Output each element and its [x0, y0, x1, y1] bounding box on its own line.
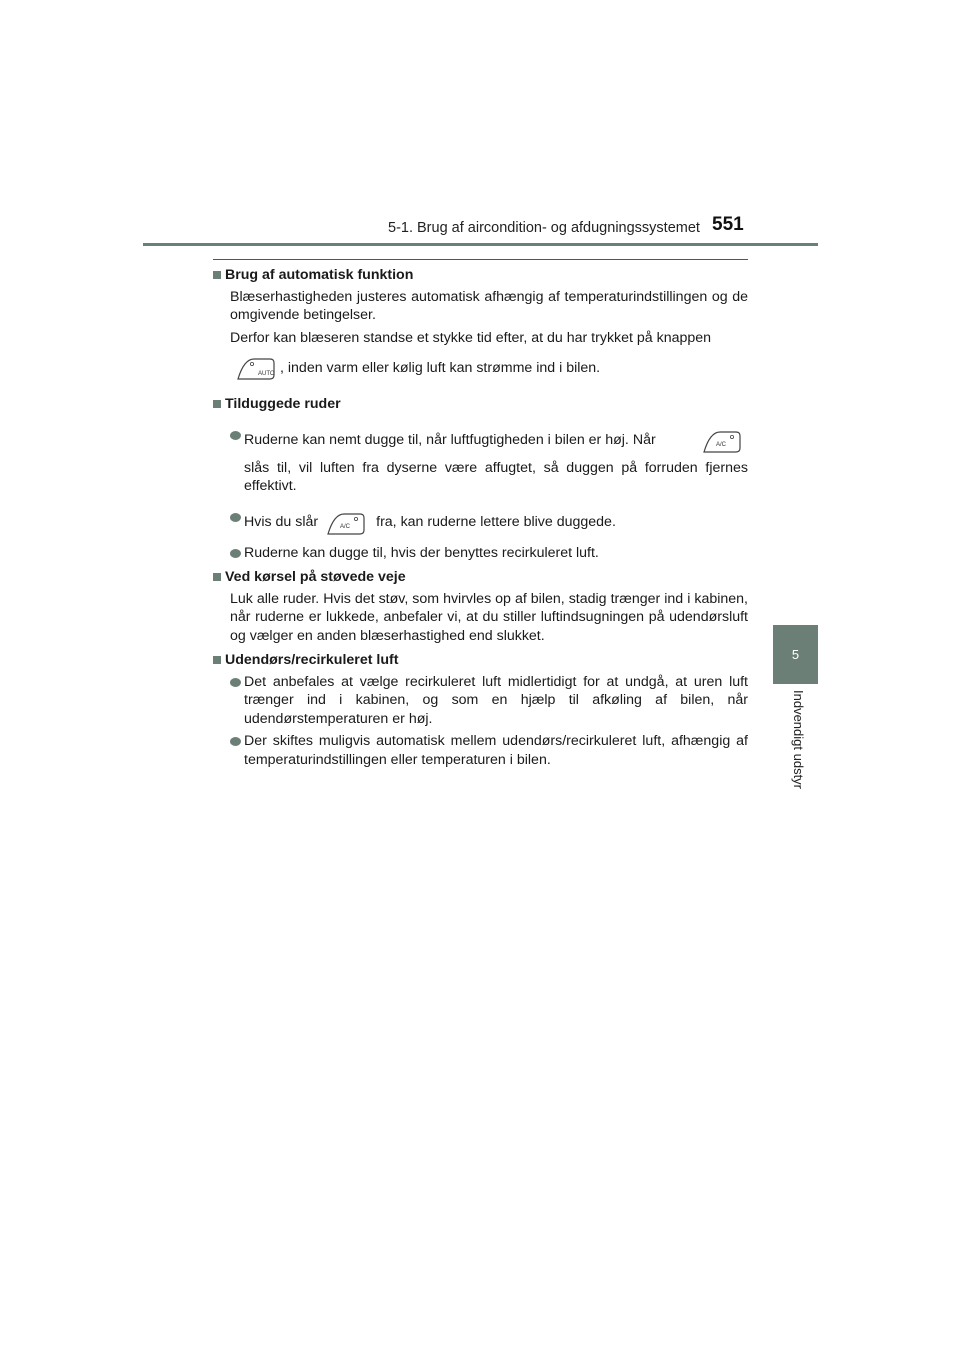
section-heading-auto: Brug af automatisk funktion	[213, 266, 748, 285]
running-header: 5-1. Brug af aircondition- og afdugningssystemet	[388, 220, 700, 236]
section-heading-fog: Tilduggede ruder	[213, 395, 748, 414]
header-rule	[143, 243, 818, 246]
fog-bullet-2: Hvis du slår A/C fra, kan ruderne lettere blive duggede.	[230, 508, 748, 538]
section-rule	[213, 259, 748, 260]
fog-bullet-3: Ruderne kan dugge til, hvis der benyttes recirkuleret luft.	[230, 544, 748, 563]
ac-button-icon	[700, 426, 748, 456]
ac-icon-label: A/C	[716, 441, 727, 448]
square-bullet-icon	[213, 656, 221, 664]
auto-paragraph-2: Derfor kan blæseren standse et stykke tid efter, at du har trykket på knappen	[230, 329, 712, 346]
fog-bullet-1: Ruderne kan nemt dugge til, når luftfugtigheden i bilen er høj. Når A/C slås til, vil luften fra dyserne være affugtet, så duggen på forruden fjernes effektivt.	[230, 426, 748, 496]
page-content	[213, 266, 748, 769]
auto-icon-label: AUTO	[258, 371, 275, 377]
recirc-bullet-1: Det anbefales at vælge recirkuleret luft midlertidigt for at undgå, at uren luft trænger ind i kabinen, og som en hjælp til afkøling af bilen, når udendørstemperaturen er høj.	[230, 673, 748, 729]
chapter-label: Indvendigt udstyr	[791, 690, 806, 790]
ac-button-icon	[324, 508, 372, 538]
round-bullet-icon	[230, 513, 241, 522]
square-bullet-icon	[213, 271, 221, 279]
dust-paragraph: Luk alle ruder. Hvis det støv, som hvirvles op af bilen, stadig trænger ind i kabinen, når ruderne er lukkede, anbefaler vi, at du stiller luftindsugningen på udendørsluft og vælger en anden blæserhastighed end slukket.	[230, 590, 748, 644]
auto-paragraph-1: Blæserhastigheden justeres automatisk afhængig af temperaturindstillingen og de omgivende betingelser.	[230, 288, 748, 323]
auto-button-icon	[230, 353, 278, 383]
round-bullet-icon	[230, 737, 241, 746]
round-bullet-icon	[230, 678, 241, 687]
recirc-bullet-2: Der skiftes muligvis automatisk mellem udendørs/recirkuleret luft, afhængig af temperaturindstillingen eller temperaturen i bilen.	[230, 732, 748, 769]
square-bullet-icon	[213, 573, 221, 581]
chapter-tab: 5	[773, 625, 818, 684]
round-bullet-icon	[230, 549, 241, 558]
square-bullet-icon	[213, 400, 221, 408]
round-bullet-icon	[230, 431, 241, 440]
page-number: 551	[712, 214, 744, 235]
auto-paragraph-3: AUTO , inden varm eller kølig luft kan strømme ind i bilen.	[230, 353, 748, 383]
section-heading-recirc: Udendørs/recirkuleret luft	[213, 651, 748, 670]
ac-icon-label: A/C	[340, 523, 351, 530]
section-heading-dust: Ved kørsel på støvede veje	[213, 568, 748, 587]
